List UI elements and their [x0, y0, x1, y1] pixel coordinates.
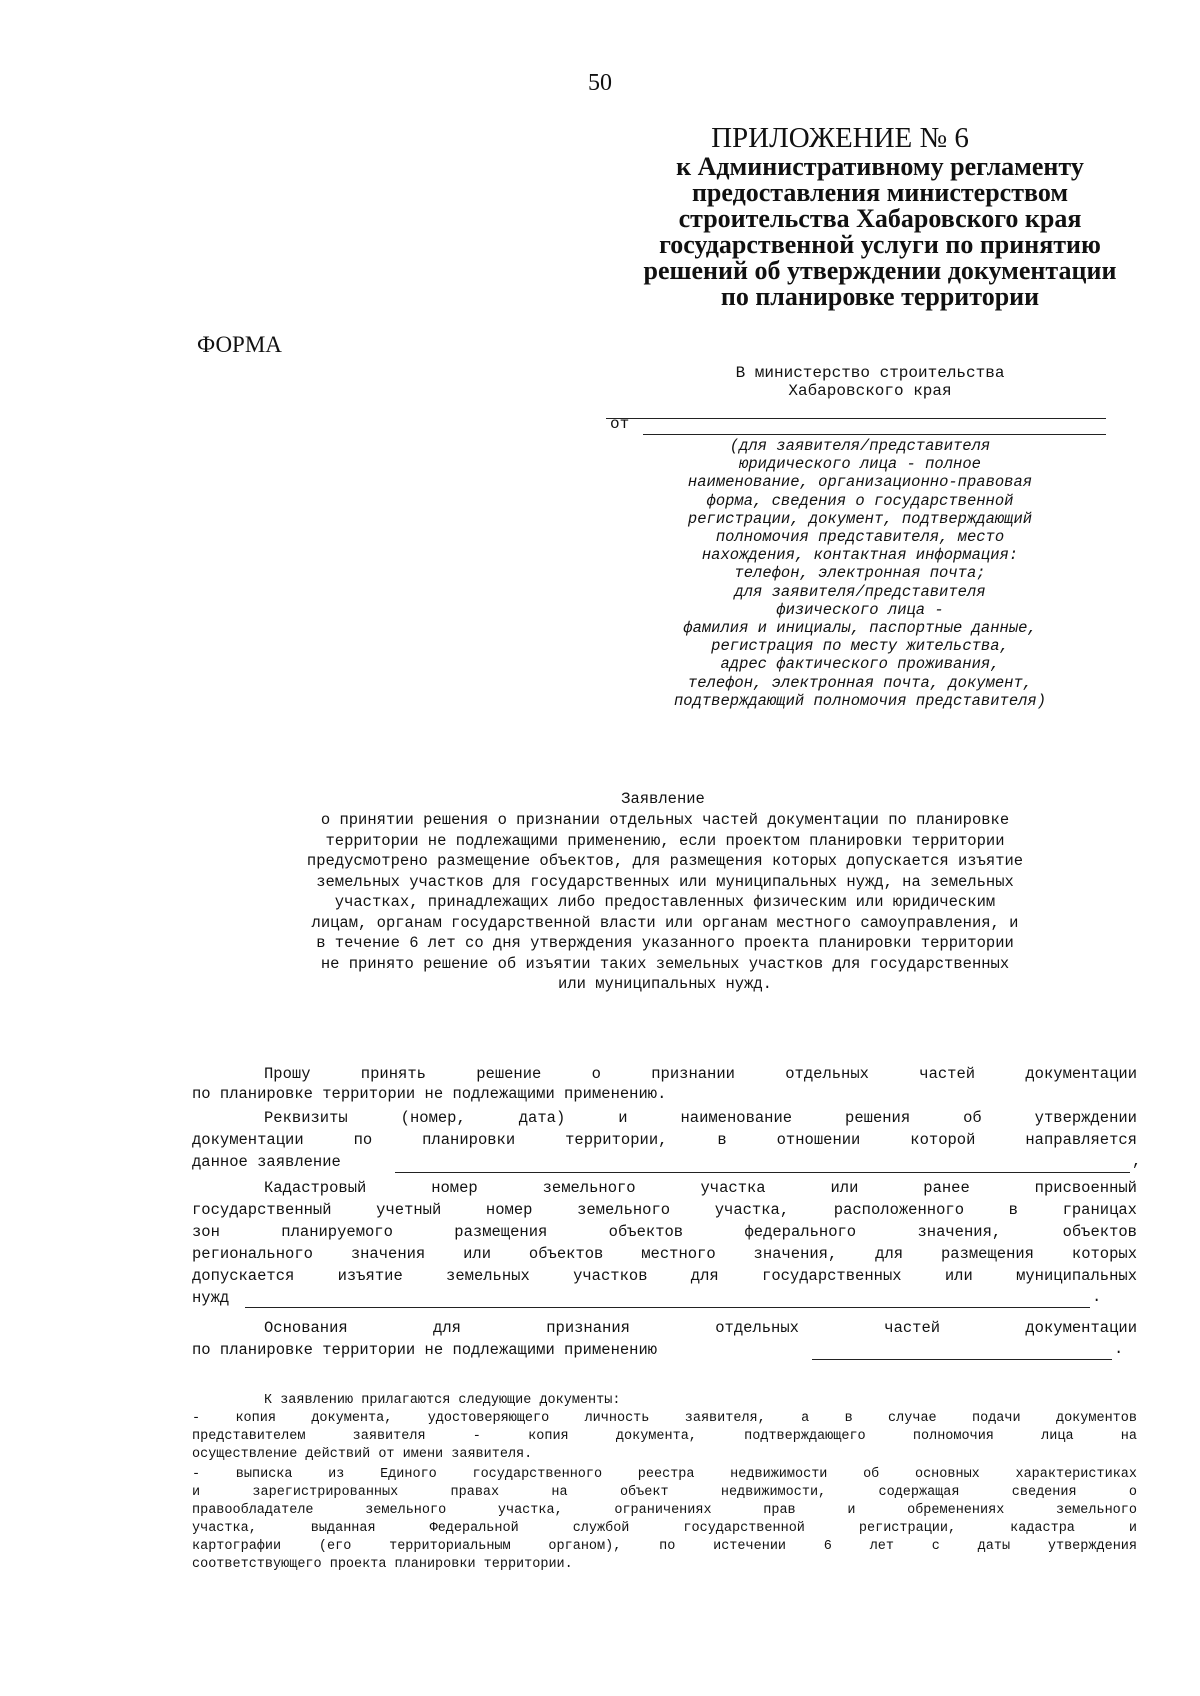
- attachment-1-line-2: представителем заявителя - копия документа, подтверждающего полномочия лица на: [192, 1429, 1137, 1444]
- decision-details-end: ,: [1132, 1152, 1142, 1170]
- from-fill-line: [643, 434, 1106, 435]
- request-line-2: по планировке территории не подлежащими применению.: [192, 1085, 667, 1103]
- cadastral-line-6: нужд: [192, 1289, 230, 1307]
- decision-details-line-2: документации по планировки территории, в отношении которой направляется: [192, 1131, 1137, 1149]
- page-number: 50: [588, 70, 612, 96]
- attachment-2-line-2: и зарегистрированных правах на объект недвижимости, содержащая сведения о: [192, 1485, 1137, 1500]
- applicant-note: (для заявителя/представителя юридического лица - полное наименование, организационно-правовая форма, сведения о государственной регистрации, документ, подтверждающий полномочия представителя, место нахождения, контактная информация: телефон, электронная почта; для заявителя/представителя физического лица - фамилия и инициалы, паспортные данные, регистрация по месту жительства, адрес фактического проживания, телефон, электронная почта, документ, подтверждающий полномочия представителя): [673, 437, 1047, 710]
- cadastral-line-1: Кадастровый номер земельного участка или ранее присвоенный: [264, 1179, 1137, 1197]
- attachment-2-line-6: соответствующего проекта планировки территории.: [192, 1557, 573, 1572]
- grounds-line-2: по планировке территории не подлежащими применению: [192, 1341, 658, 1359]
- decision-details-line-1: Реквизиты (номер, дата) и наименование решения об утверждении: [264, 1109, 1137, 1127]
- addressee: В министерство строительства Хабаровского края: [735, 364, 1005, 400]
- attachment-2-line-1: - выписка из Единого государственного реестра недвижимости об основных характеристиках: [192, 1467, 1137, 1482]
- attachment-2-line-3: правообладателе земельного участка, ограничениях прав и обременениях земельного: [192, 1503, 1137, 1518]
- attachment-2-line-5: картографии (его территориальным органом), по истечении 6 лет с даты утверждения: [192, 1539, 1137, 1554]
- cadastral-fill-line[interactable]: [245, 1307, 1090, 1308]
- form-label: ФОРМА: [197, 332, 282, 357]
- from-top-rule: [606, 418, 1106, 419]
- decision-details-fill-line[interactable]: [395, 1172, 1130, 1173]
- statement-subject: о принятии решения о признании отдельных частей документации по планировке территории не подлежащими применению, если проектом планировки территории предусмотрено размещение объектов, для размещения которых допускается изъятие земельных участков для государственных или муниципальных нужд, на земельных участках, принадлежащих либо предоставленных физическим или юридическим лицам, органам государственной власти или органам местного самоуправления, и в течение 6 лет со дня утверждения указанного проекта планировки территории не принято решение об изъятии таких земельных участков для государственных или муниципальных нужд.: [306, 811, 1024, 993]
- attachment-1-line-3: осуществление действий от имени заявителя.: [192, 1447, 533, 1462]
- decision-details-line-3: данное заявление: [192, 1153, 341, 1171]
- statement-title: Заявление: [621, 790, 705, 808]
- cadastral-end: .: [1092, 1288, 1102, 1306]
- cadastral-line-4: регионального значения или объектов местного значения, для размещения которых: [192, 1245, 1137, 1263]
- attachment-2-line-4: участка, выданная Федеральной службой государственной регистрации, кадастра и: [192, 1521, 1137, 1536]
- cadastral-line-5: допускается изъятие земельных участков для государственных или муниципальных: [192, 1267, 1137, 1285]
- appendix-subtitle: к Административному регламенту предоставления министерством строительства Хабаровского края государственной услуги по принятию решений об утверждении документации по планировке территории: [643, 152, 1117, 311]
- from-label: от: [610, 415, 630, 433]
- grounds-end: .: [1114, 1340, 1124, 1358]
- request-line-1: Прошу принять решение о признании отдельных частей документации: [264, 1065, 1137, 1083]
- cadastral-line-3: зон планируемого размещения объектов федерального значения, объектов: [192, 1223, 1137, 1241]
- cadastral-line-2: государственный учетный номер земельного участка, расположенного в границах: [192, 1201, 1137, 1219]
- grounds-fill-line[interactable]: [812, 1359, 1112, 1360]
- appendix-title: ПРИЛОЖЕНИЕ № 6: [711, 122, 969, 154]
- attachments-intro: К заявлению прилагаются следующие документы:: [264, 1393, 621, 1408]
- attachment-1-line-1: - копия документа, удостоверяющего личность заявителя, а в случае подачи документов: [192, 1411, 1137, 1426]
- grounds-line-1: Основания для признания отдельных частей документации: [264, 1319, 1137, 1337]
